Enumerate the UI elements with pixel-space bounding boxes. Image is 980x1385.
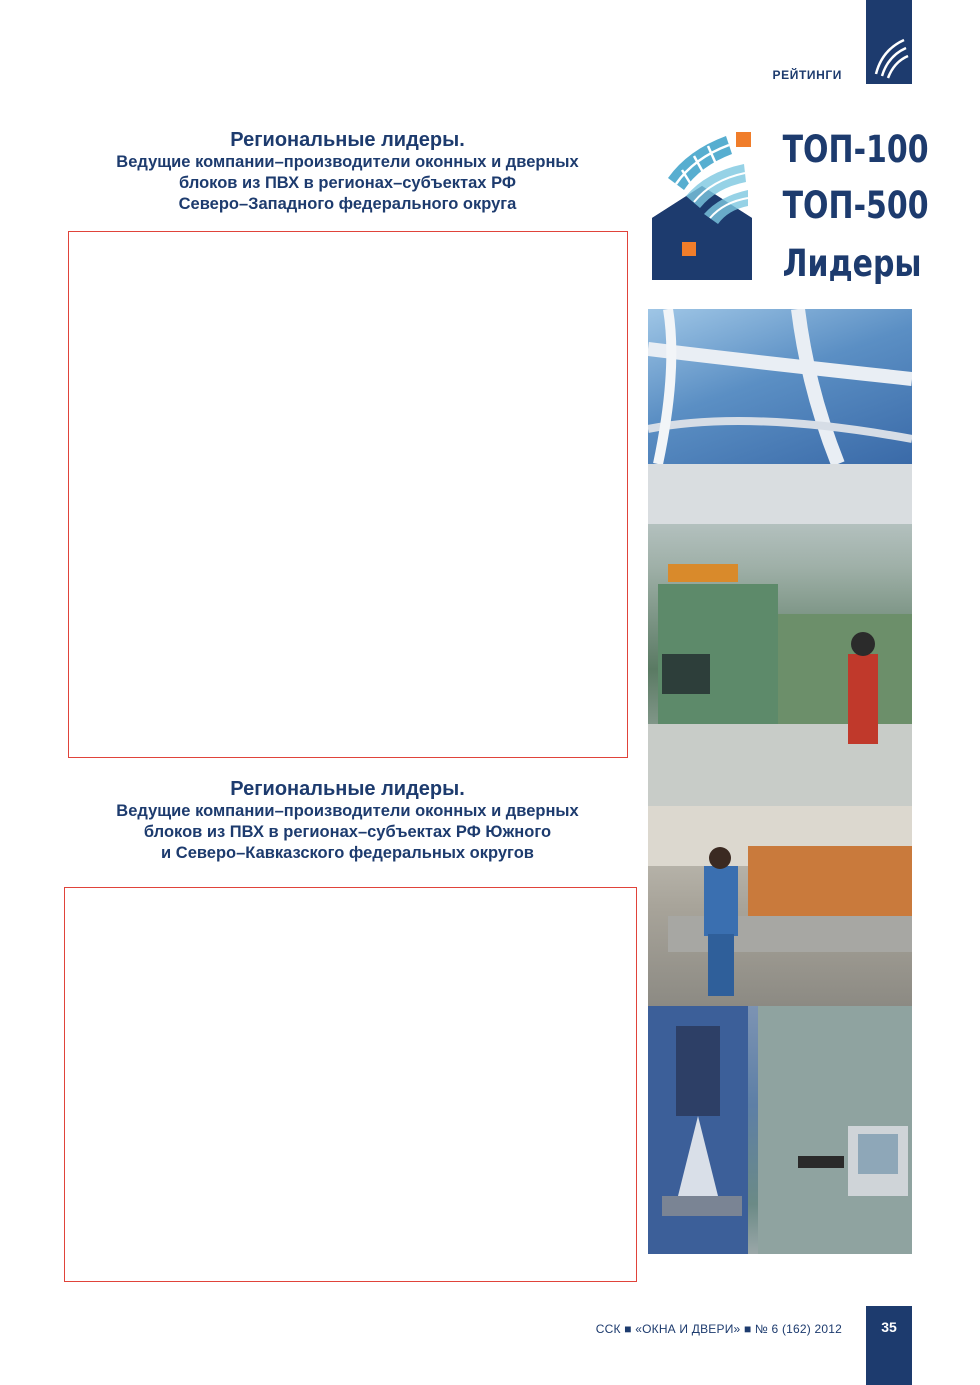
page-number-tab bbox=[866, 1306, 912, 1385]
section-heading-south bbox=[60, 777, 635, 864]
heading-title: Региональные лидеры. bbox=[230, 129, 465, 151]
header-tab bbox=[866, 0, 912, 84]
heading-line: и Северо–Кавказского федеральных округов bbox=[161, 844, 534, 862]
heading-line: Северо–Западного федерального округа bbox=[178, 195, 517, 213]
magazine-logo-icon bbox=[866, 0, 912, 84]
heading-line: Ведущие компании–производители оконных и дверных bbox=[116, 802, 579, 820]
house-window-logo-icon bbox=[648, 128, 768, 286]
logo-top-100: ТОП-100 bbox=[782, 128, 929, 171]
footer-publication: ССК ■ «ОКНА И ДВЕРИ» ■ № 6 (162) 2012 bbox=[595, 1322, 842, 1336]
photo-factory-line bbox=[648, 464, 912, 806]
logo-top-500: ТОП-500 bbox=[782, 184, 929, 227]
heading-line: блоков из ПВХ в регионах–субъектах РФ bbox=[179, 174, 516, 192]
page-number: 35 bbox=[881, 1319, 897, 1335]
section-label: РЕЙТИНГИ bbox=[772, 68, 842, 82]
heading-title: Региональные лидеры. bbox=[230, 778, 465, 800]
heading-line: Ведущие компании–производители оконных и дверных bbox=[116, 153, 579, 171]
table-placeholder-northwest bbox=[68, 231, 628, 758]
section-heading-northwest bbox=[60, 128, 635, 215]
table-placeholder-south bbox=[64, 887, 637, 1282]
photo-window-frame bbox=[648, 309, 912, 464]
photo-testing-equipment bbox=[648, 1006, 912, 1254]
orange-square-icon bbox=[736, 132, 751, 147]
logo-leaders: Лидеры bbox=[782, 242, 922, 285]
photo-worker-machine bbox=[648, 806, 912, 1006]
heading-line: блоков из ПВХ в регионах–субъектах РФ Южного bbox=[143, 823, 552, 841]
